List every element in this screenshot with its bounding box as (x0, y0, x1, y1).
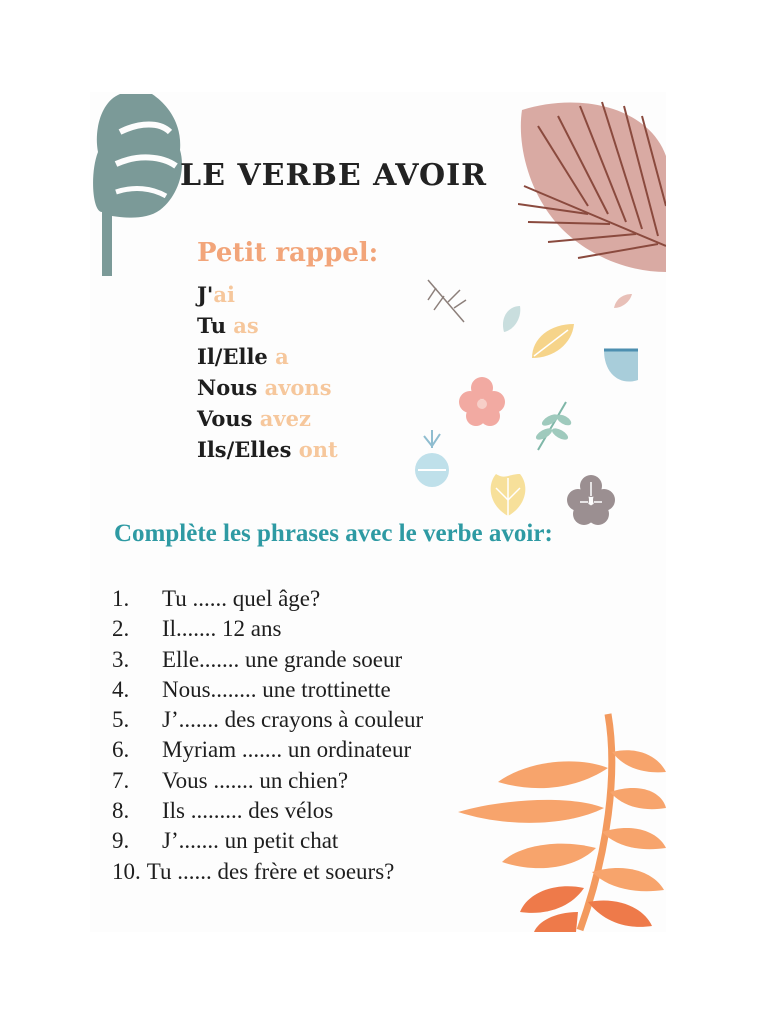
exercise-item (112, 645, 423, 675)
exercise-number: 4. (112, 676, 130, 702)
exercise-item (112, 735, 423, 765)
flower-icon (458, 376, 506, 428)
pronoun: Tu (197, 313, 234, 338)
exercise-item (112, 584, 423, 614)
exercise-item (112, 796, 423, 826)
conjugation-row (197, 310, 338, 341)
small-leaf-icon (500, 304, 522, 334)
monstera-leaf-icon (90, 92, 190, 278)
conjugation-row (197, 341, 338, 372)
flower-icon (566, 474, 616, 526)
exercise-item (112, 675, 423, 705)
rappel-heading: Petit rappel: (197, 238, 379, 268)
small-leaf-icon (486, 470, 530, 518)
exercise-number: 1. (112, 586, 130, 611)
exercise-text: Tu ...... quel âge? (162, 586, 321, 611)
verb-form: a (275, 344, 289, 369)
orange-fern-icon (458, 712, 666, 932)
pronoun: Il/Elle (197, 344, 276, 369)
verb-form: ont (298, 437, 338, 462)
pronoun: Ils/Elles (197, 437, 299, 462)
small-leaf-icon (528, 320, 576, 362)
exercise-item (112, 705, 423, 735)
exercise-text: Tu ...... des frère et soeurs? (146, 858, 395, 884)
exercise-text: Vous ....... un chien? (162, 767, 349, 793)
small-leaf-icon (424, 276, 468, 326)
exercise-list (112, 584, 423, 887)
verb-form: as (233, 313, 259, 338)
page-title: LE VERBE AVOIR (180, 158, 488, 193)
conjugation-row (197, 372, 338, 403)
exercise-number: 7. (112, 767, 130, 793)
verb-form: avez (259, 406, 311, 431)
exercise-number: 6. (112, 737, 130, 763)
conjugation-row (197, 279, 338, 310)
exercise-number: 10. (112, 858, 141, 884)
verb-form: avons (264, 375, 332, 400)
exercise-text: J’....... un petit chat (162, 828, 339, 854)
small-leaf-icon (530, 398, 574, 452)
exercise-item (112, 826, 423, 856)
pronoun: Nous (197, 375, 265, 400)
pronoun: J' (197, 282, 214, 307)
exercise-number: 2. (112, 616, 130, 642)
exercise-text: Elle....... une grande soeur (162, 646, 403, 672)
exercise-item (112, 766, 423, 796)
exercise-text: Ils ......... des vélos (162, 798, 334, 824)
exercise-text: Myriam ....... un ordinateur (162, 737, 412, 763)
exercise-number: 5. (112, 707, 130, 733)
conjugation-row (197, 434, 338, 465)
exercise-text: J’....... des crayons à couleur (162, 707, 424, 733)
exercise-number: 9. (112, 828, 130, 854)
exercise-number: 3. (112, 646, 130, 672)
exercise-number: 8. (112, 798, 130, 824)
exercise-item (112, 614, 423, 644)
exercise-text: Nous........ une trottinette (162, 676, 391, 702)
pink-leaf-icon (518, 96, 666, 274)
small-leaf-icon (612, 292, 634, 310)
exercise-text: Il....... 12 ans (162, 616, 282, 642)
instruction: Complète les phrases avec le verbe avoir: (114, 520, 553, 547)
exercise-item (112, 857, 423, 887)
berry-icon (410, 428, 454, 490)
berry-icon (600, 340, 640, 388)
pronoun: Vous (197, 406, 260, 431)
conjugation-list (197, 279, 338, 465)
conjugation-row (197, 403, 338, 434)
verb-form: ai (213, 282, 235, 307)
